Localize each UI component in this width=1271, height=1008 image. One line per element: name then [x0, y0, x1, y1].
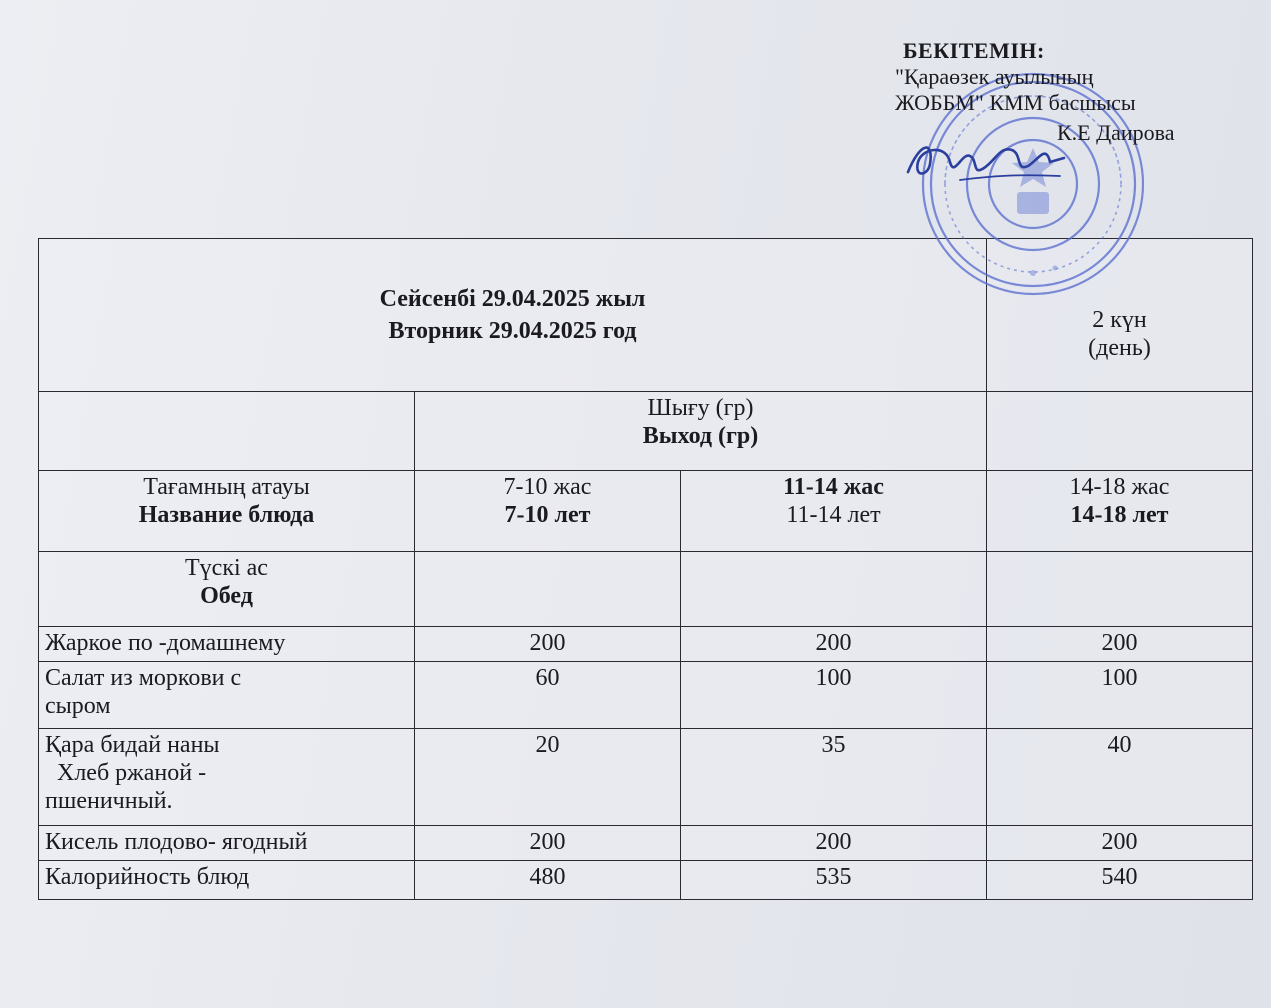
calories-14-18: 540 — [987, 861, 1253, 900]
age-7-10-ru: 7-10 лет — [504, 502, 591, 528]
age-14-18-kz: 14-18 жас — [1069, 474, 1170, 500]
day-number-kz: 2 күн — [1092, 307, 1147, 333]
calories-7-10: 480 — [415, 861, 681, 900]
portion-7-10: 60 — [415, 662, 681, 729]
portion-7-10: 20 — [415, 729, 681, 826]
dish-name: Салат из моркови с сыром — [39, 662, 415, 729]
calories-11-14: 535 — [681, 861, 987, 900]
empty-cell — [681, 552, 987, 627]
portion-11-14: 100 — [681, 662, 987, 729]
age-14-18-ru: 14-18 лет — [1070, 502, 1169, 528]
dish-name: Калорийность блюд — [39, 861, 415, 900]
empty-cell — [39, 392, 415, 471]
portion-14-18: 100 — [987, 662, 1253, 729]
approval-block — [895, 38, 1235, 146]
dish-name-header — [39, 471, 415, 552]
table-row — [39, 662, 1253, 729]
table-row — [39, 627, 1253, 662]
age-group-14-18-header — [987, 471, 1253, 552]
age-group-7-10-header — [415, 471, 681, 552]
approval-line-2: ЖОББМ" КММ басшысы — [895, 90, 1136, 115]
empty-cell — [987, 392, 1253, 471]
dish-name-header-ru: Название блюда — [138, 502, 315, 528]
dish-name: Қара бидай наны Хлеб ржаной - пшеничный. — [39, 729, 415, 826]
table-row — [39, 826, 1253, 861]
output-header-cell — [415, 392, 987, 471]
dish-name: Жаркое по -домашнему — [39, 627, 415, 662]
meal-kz: Түскі ас — [185, 555, 268, 581]
dish-name: Кисель плодово- ягодный — [39, 826, 415, 861]
menu-table — [38, 238, 1253, 900]
portion-7-10: 200 — [415, 627, 681, 662]
column-header-row — [39, 471, 1253, 552]
portion-7-10: 200 — [415, 826, 681, 861]
signature-icon — [900, 132, 1070, 192]
empty-cell — [987, 552, 1253, 627]
day-number-ru: (день) — [1088, 335, 1151, 361]
meal-ru: Обед — [200, 583, 253, 609]
portion-11-14: 35 — [681, 729, 987, 826]
age-11-14-kz: 11-14 жас — [783, 474, 884, 500]
portion-14-18: 40 — [987, 729, 1253, 826]
output-header-row — [39, 392, 1253, 471]
approval-signer: К.Е Даирова — [1057, 120, 1175, 145]
dish-name-header-kz: Тағамның атауы — [143, 474, 310, 500]
empty-cell — [415, 552, 681, 627]
approval-line-1: "Қараөзек ауылының — [895, 64, 1094, 89]
table-row — [39, 861, 1253, 900]
meal-section-row — [39, 552, 1253, 627]
portion-14-18: 200 — [987, 627, 1253, 662]
output-header-ru: Выход (гр) — [642, 423, 759, 449]
date-title-cell — [39, 239, 987, 392]
output-header-kz: Шығу (гр) — [647, 395, 754, 421]
date-title-ru: Вторник 29.04.2025 год — [388, 318, 637, 344]
age-7-10-kz: 7-10 жас — [503, 474, 592, 500]
portion-11-14: 200 — [681, 627, 987, 662]
date-title-kz: Сейсенбі 29.04.2025 жыл — [379, 286, 646, 312]
approval-header: БЕКІТЕМІН: — [903, 38, 1045, 63]
portion-14-18: 200 — [987, 826, 1253, 861]
portion-11-14: 200 — [681, 826, 987, 861]
age-group-11-14-header — [681, 471, 987, 552]
age-11-14-ru: 11-14 лет — [786, 502, 881, 528]
table-row — [39, 729, 1253, 826]
meal-section-cell — [39, 552, 415, 627]
